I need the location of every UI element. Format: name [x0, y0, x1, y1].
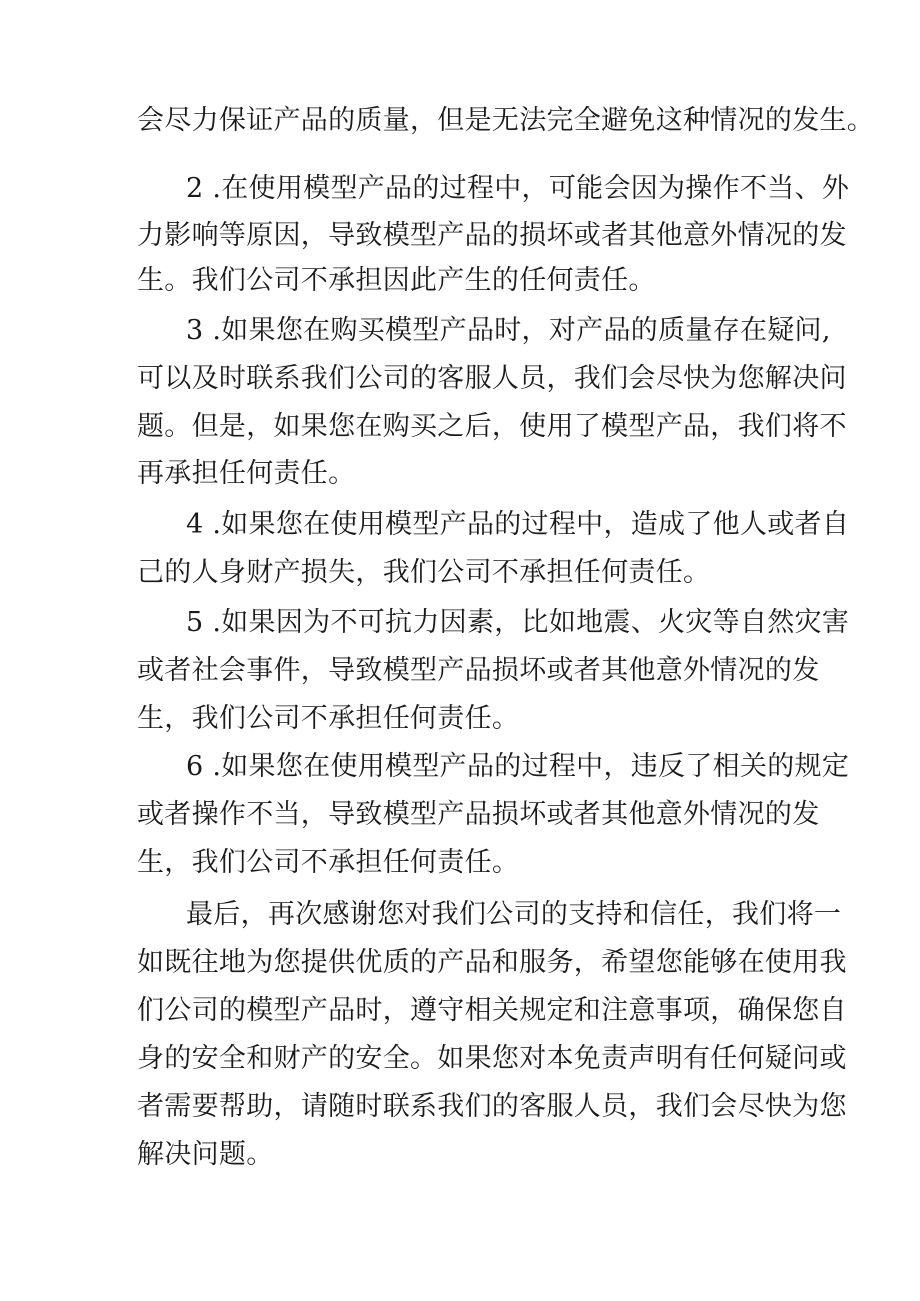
text-line: 题。但是，如果您在购买之后，使用了模型产品，我们将不	[137, 411, 847, 442]
text-line: 4 .如果您在使用模型产品的过程中，造成了他人或者自	[186, 509, 850, 540]
text-line: 会尽力保证产品的质量，但是无法完全避免这种情况的发生。	[137, 105, 875, 136]
text-line: 身的安全和财产的安全。如果您对本免责声明有任何疑问或	[137, 1043, 847, 1074]
text-line: 5 .如果因为不可抗力因素，比如地震、火灾等自然灾害	[186, 607, 850, 638]
text-line: 如既往地为您提供优质的产品和服务，希望您能够在使用我	[137, 947, 847, 978]
text-line: 力影响等原因，导致模型产品的损坏或者其他意外情况的发	[137, 220, 847, 251]
text-line: 己的人身财产损失，我们公司不承担任何责任。	[137, 557, 711, 588]
text-line: 或者操作不当，导致模型产品损坏或者其他意外情况的发	[137, 799, 820, 830]
text-line: 生，我们公司不承担任何责任。	[137, 847, 520, 878]
text-line: 最后，再次感谢您对我们公司的支持和信任，我们将一	[186, 899, 842, 930]
text-line: 生。我们公司不承担因此产生的任何责任。	[137, 265, 656, 296]
text-line: 6 .如果您在使用模型产品的过程中，违反了相关的规定	[186, 751, 850, 782]
text-line: 或者社会事件，导致模型产品损坏或者其他意外情况的发	[137, 655, 820, 686]
text-line: 们公司的模型产品时，遵守相关规定和注意事项，确保您自	[137, 995, 847, 1026]
text-line: 生，我们公司不承担任何责任。	[137, 703, 520, 734]
text-line: 2 .在使用模型产品的过程中，可能会因为操作不当、外	[186, 173, 850, 204]
text-line: 3 .如果您在购买模型产品时，对产品的质量存在疑问,	[186, 315, 831, 346]
text-line: 再承担任何责任。	[137, 458, 356, 489]
text-line: 可以及时联系我们公司的客服人员，我们会尽快为您解决问	[137, 363, 847, 394]
text-line: 解决问题。	[137, 1139, 274, 1170]
text-line: 者需要帮助，请随时联系我们的客服人员，我们会尽快为您	[137, 1091, 847, 1122]
